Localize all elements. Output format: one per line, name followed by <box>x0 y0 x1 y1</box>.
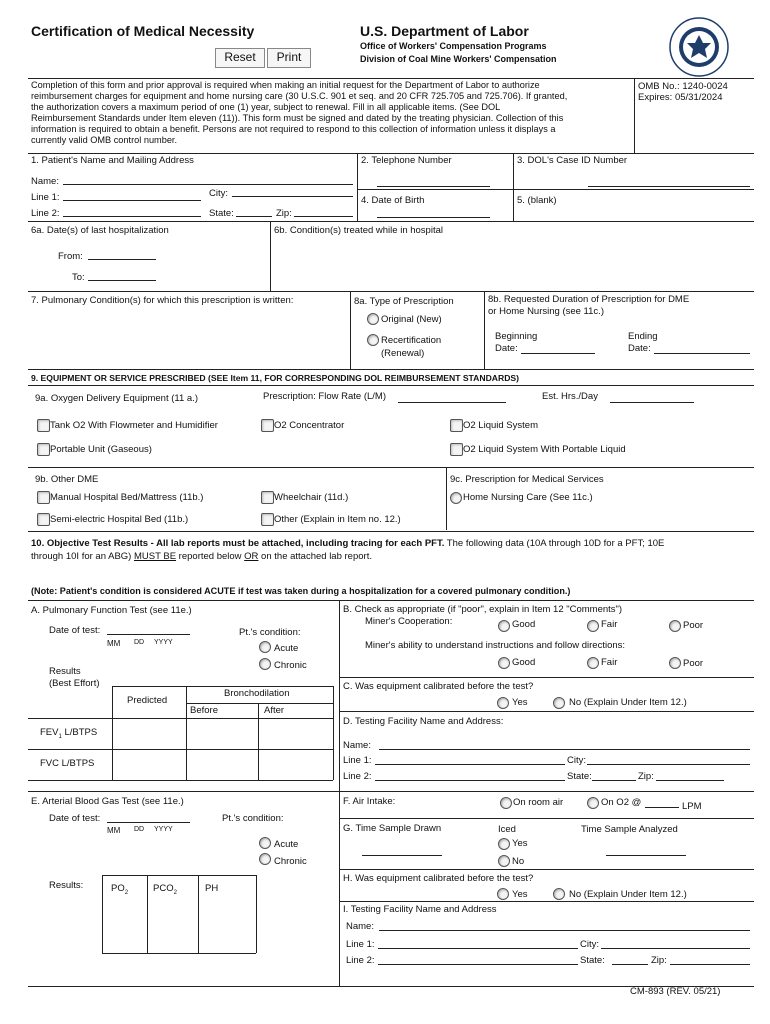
calibrated-h-yes-radio[interactable] <box>497 888 509 900</box>
abg-dd: DD <box>134 826 145 833</box>
telephone-field[interactable] <box>377 186 490 187</box>
facility-d-label: D. Testing Facility Name and Address: <box>343 716 504 727</box>
pft-results-label: Results <box>49 666 81 677</box>
section10-line2 <box>31 551 372 562</box>
facility-i-label: I. Testing Facility Name and Address <box>343 904 497 915</box>
fev-main: FEV <box>40 727 59 738</box>
medical-services-label: 9c. Prescription for Medical Services <box>450 474 604 485</box>
abg-condition-label: Pt.'s condition: <box>222 813 284 824</box>
facility-i-line2-label: Line 2: <box>346 955 375 966</box>
facility-d-state-field[interactable] <box>592 780 636 781</box>
pft-label: A. Pulmonary Function Test (see 11e.) <box>31 605 192 616</box>
calibrated-h-no-label: No (Explain Under Item 12.) <box>569 889 687 900</box>
reset-button[interactable]: Reset <box>215 48 265 68</box>
intro-line: reimbursement charges for equipment and home nursing care (30 U.S.C. 901 et seq. and 20 CFR 725.705 and 725.706). If granted, <box>31 91 568 101</box>
abg-yyyy: YYYY <box>154 826 173 833</box>
original-radio[interactable] <box>367 313 379 325</box>
liquid-system-checkbox[interactable] <box>450 419 463 432</box>
calibrated-h-label: H. Was equipment calibrated before the test? <box>343 873 534 884</box>
facility-i-line2-field[interactable] <box>378 964 578 965</box>
flow-rate-field[interactable] <box>398 402 506 403</box>
fev-row-label <box>40 727 97 740</box>
calibrated-c-no-label: No (Explain Under Item 12.) <box>569 697 687 708</box>
time-drawn-label: G. Time Sample Drawn <box>343 823 442 834</box>
dob-field[interactable] <box>377 217 490 218</box>
patient-label: 1. Patient's Name and Mailing Address <box>31 155 194 166</box>
pft-acute-radio[interactable] <box>259 641 271 653</box>
ability-poor-radio[interactable] <box>669 657 681 669</box>
po2-sub: 2 <box>124 889 129 896</box>
calibrated-c-yes-radio[interactable] <box>497 697 509 709</box>
abg-results-label: Results: <box>49 880 84 891</box>
recert-label: Recertification <box>381 335 442 346</box>
section10-line1 <box>31 538 664 549</box>
facility-d-line1-label: Line 1: <box>343 755 372 766</box>
iced-yes-label: Yes <box>512 838 528 849</box>
form-number: CM-893 (REV. 05/21) <box>630 986 721 997</box>
omb-number: OMB No.: 1240-0024 <box>638 81 728 92</box>
facility-i-line1-label: Line 1: <box>346 939 375 950</box>
po2-main: PO <box>111 883 125 894</box>
wheelchair-checkbox[interactable] <box>261 491 274 504</box>
liquid-portable-checkbox[interactable] <box>450 443 463 456</box>
pft-yyyy: YYYY <box>154 639 173 646</box>
hospital-bed-label: Manual Hospital Bed/Mattress (11b.) <box>50 492 204 503</box>
fvc-row-label: FVC L/BTPS <box>40 758 95 769</box>
hosp-6b-label: 6b. Condition(s) treated while in hospital <box>274 225 443 236</box>
telephone-label: 2. Telephone Number <box>361 155 452 166</box>
section10-or: OR <box>244 551 259 562</box>
calibrated-c-yes-label: Yes <box>512 697 528 708</box>
home-nursing-label: Home Nursing Care (See 11c.) <box>463 492 593 503</box>
ability-good-label: Good <box>512 657 536 668</box>
on-o2-label: On O2 @ <box>601 797 642 808</box>
abg-acute-label: Acute <box>274 839 299 850</box>
case-id-field[interactable] <box>588 186 750 187</box>
facility-i-line1-field[interactable] <box>378 948 578 949</box>
hosp-from-label: From: <box>58 251 83 262</box>
ability-fair-label: Fair <box>601 657 618 668</box>
concentrator-label: O2 Concentrator <box>274 420 345 431</box>
other-label: Other (Explain in Item no. 12.) <box>274 514 401 525</box>
abg-date-field[interactable] <box>107 822 190 823</box>
facility-i-zip-field[interactable] <box>670 964 750 965</box>
pft-date-field[interactable] <box>107 634 190 635</box>
section10-line2a: through 10I for an ABG) <box>31 551 134 562</box>
facility-i-state-field[interactable] <box>612 964 648 965</box>
dob-label: 4. Date of Birth <box>361 195 425 206</box>
pft-best-effort-label: (Best Effort) <box>49 678 100 689</box>
beginning-date-label: Date: <box>495 343 518 354</box>
print-button[interactable]: Print <box>267 48 311 68</box>
liquid-portable-label: O2 Liquid System With Portable Liquid <box>463 444 626 455</box>
on-o2-radio[interactable] <box>587 797 599 809</box>
patient-zip-label: Zip: <box>276 208 292 219</box>
ending-label: Ending <box>628 331 658 342</box>
cooperation-good-radio[interactable] <box>498 620 510 632</box>
po2-header <box>111 883 128 896</box>
iced-no-radio[interactable] <box>498 855 510 867</box>
liquid-system-label: O2 Liquid System <box>463 420 538 431</box>
facility-d-line2-label: Line 2: <box>343 771 372 782</box>
ability-good-radio[interactable] <box>498 657 510 669</box>
hospital-bed-checkbox[interactable] <box>37 491 50 504</box>
section10-line2b: reported below <box>176 551 245 562</box>
room-air-label: On room air <box>513 797 564 808</box>
cooperation-poor-label: Poor <box>683 620 704 631</box>
portable-unit-label: Portable Unit (Gaseous) <box>50 444 152 455</box>
ability-poor-label: Poor <box>683 658 704 669</box>
intro-text <box>31 80 631 146</box>
office-line1: Office of Workers' Compensation Programs <box>360 41 547 51</box>
pft-dd: DD <box>134 639 145 646</box>
patient-line1-label: Line 1: <box>31 192 60 203</box>
facility-d-name-field[interactable] <box>379 749 750 750</box>
intro-line: currently valid OMB control number. <box>31 135 178 145</box>
room-air-radio[interactable] <box>500 797 512 809</box>
est-hrs-label: Est. Hrs./Day <box>542 391 598 402</box>
abg-date-label: Date of test: <box>49 813 101 824</box>
intro-line: the authorization covers a maximum period of one (1) year, subject to renewal. Fill in all applicable items. (See DOL <box>31 102 501 112</box>
abg-chronic-label: Chronic <box>274 856 307 867</box>
bronchodilation-header: Bronchodilation <box>224 688 290 699</box>
time-drawn-field[interactable] <box>362 855 442 856</box>
blank-5-label: 5. (blank) <box>517 195 557 206</box>
facility-i-zip-label: Zip: <box>651 955 667 966</box>
pco2-sub: 2 <box>173 889 177 896</box>
portable-unit-checkbox[interactable] <box>37 443 50 456</box>
ending-date-field[interactable] <box>654 353 750 354</box>
agency-name: U.S. Department of Labor <box>360 23 529 39</box>
calibrated-h-no-radio[interactable] <box>553 888 565 900</box>
intro-line: Reimbursement Standards under Item eleven (11)). This form must be signed and dated by the treating physician. Collection of this <box>31 113 564 123</box>
item7-label: 7. Pulmonary Condition(s) for which this prescription is written: <box>31 295 294 306</box>
pft-date-label: Date of test: <box>49 625 101 636</box>
dol-seal <box>669 17 729 77</box>
recert-label-2: (Renewal) <box>381 348 425 359</box>
abg-mm: MM <box>107 826 121 835</box>
cooperation-poor-radio[interactable] <box>669 620 681 632</box>
pco2-header <box>153 883 177 896</box>
ending-date-label: Date: <box>628 343 651 354</box>
pft-acute-label: Acute <box>274 643 299 654</box>
concentrator-checkbox[interactable] <box>261 419 274 432</box>
facility-i-city-label: City: <box>580 939 599 950</box>
on-o2-field[interactable] <box>645 807 679 808</box>
tank-o2-label: Tank O2 With Flowmeter and Humidifier <box>50 420 218 431</box>
other-checkbox[interactable] <box>261 513 274 526</box>
omb-expires: Expires: 05/31/2024 <box>638 92 723 103</box>
abg-label: E. Arterial Blood Gas Test (see 11e.) <box>31 796 184 807</box>
cooperation-label: Miner's Cooperation: <box>365 616 453 627</box>
patient-state-field[interactable] <box>236 216 272 217</box>
intro-line: information is required to obtain a benefit. Persons are not required to respond to this collection of information unless it displays a <box>31 124 556 134</box>
hosp-to-label: To: <box>72 272 85 283</box>
patient-city-label: City: <box>209 188 228 199</box>
tank-o2-checkbox[interactable] <box>37 419 50 432</box>
ph-header: PH <box>205 883 219 894</box>
semi-bed-label: Semi-electric Hospital Bed (11b.) <box>50 514 189 525</box>
section9-header: 9. EQUIPMENT OR SERVICE PRESCRIBED (SEE Item 11, FOR CORRESPONDING DOL REIMBURSEMENT STANDARDS) <box>31 373 520 383</box>
item8b-label: 8b. Requested Duration of Prescription for DME <box>488 294 690 305</box>
case-id-label: 3. DOL's Case ID Number <box>517 155 628 166</box>
calibrated-c-label: C. Was equipment calibrated before the test? <box>343 681 534 692</box>
time-analyzed-label: Time Sample Analyzed <box>581 824 678 835</box>
calibrated-h-yes-label: Yes <box>512 889 528 900</box>
time-analyzed-field[interactable] <box>606 855 686 856</box>
cooperation-fair-label: Fair <box>601 619 618 630</box>
patient-name-label: Name: <box>31 176 59 187</box>
cooperation-fair-radio[interactable] <box>587 620 599 632</box>
facility-d-state-label: State: <box>567 771 592 782</box>
cooperation-good-label: Good <box>512 619 536 630</box>
fev-rest: L/BTPS <box>61 727 98 738</box>
facility-d-zip-label: Zip: <box>638 771 654 782</box>
pft-mm: MM <box>107 639 121 648</box>
facility-i-name-label: Name: <box>346 921 374 932</box>
other-dme-label: 9b. Other DME <box>35 474 99 485</box>
iced-yes-radio[interactable] <box>498 838 510 850</box>
beginning-date-field[interactable] <box>521 353 595 354</box>
hosp-from-field[interactable] <box>88 259 156 260</box>
fev-sub: 1 <box>58 733 62 740</box>
recert-radio[interactable] <box>367 334 379 346</box>
facility-i-city-field[interactable] <box>601 948 750 949</box>
wheelchair-label: Wheelchair (11d.) <box>274 492 349 503</box>
pft-chronic-radio[interactable] <box>259 658 271 670</box>
office-line2: Division of Coal Mine Workers' Compensation <box>360 54 557 64</box>
pft-condition-label: Pt.'s condition: <box>239 627 301 638</box>
patient-city-field[interactable] <box>232 196 353 197</box>
item8a-label: 8a. Type of Prescription <box>354 296 454 307</box>
air-intake-label: F. Air Intake: <box>343 796 396 807</box>
item8b-label-2: or Home Nursing (see 11c.) <box>488 306 604 317</box>
abg-acute-radio[interactable] <box>259 837 271 849</box>
calibrated-c-no-radio[interactable] <box>553 697 565 709</box>
hosp-6a-label: 6a. Date(s) of last hospitalization <box>31 225 169 236</box>
facility-d-city-label: City: <box>567 755 586 766</box>
semi-bed-checkbox[interactable] <box>37 513 50 526</box>
hosp-to-field[interactable] <box>88 280 156 281</box>
patient-line1-field[interactable] <box>63 200 201 201</box>
patient-zip-field[interactable] <box>294 216 353 217</box>
facility-d-name-label: Name: <box>343 740 371 751</box>
iced-no-label: No <box>512 856 525 867</box>
predicted-header: Predicted <box>127 695 168 706</box>
original-label: Original (New) <box>381 314 442 325</box>
oxygen-label: 9a. Oxygen Delivery Equipment (11 a.) <box>35 393 198 404</box>
before-header: Before <box>190 705 218 716</box>
patient-line2-field[interactable] <box>63 216 201 217</box>
home-nursing-radio[interactable] <box>450 492 462 504</box>
section10-must-be: MUST BE <box>133 551 177 562</box>
facility-i-name-field[interactable] <box>379 930 750 931</box>
acute-note: (Note: Patient's condition is considered ACUTE if test was taken during a hospitalization for a covered pulmonary condition.) <box>31 586 571 596</box>
section10-bold: 10. Objective Test Results - All lab reports must be attached, including tracing for each PFT. <box>31 538 445 549</box>
check-label: B. Check as appropriate (if "poor", explain in Item 12 "Comments") <box>343 604 623 615</box>
section10-rest: The following data (10A through 10D for a PFT; 10E <box>444 538 665 549</box>
flow-rate-label: Prescription: Flow Rate (L/M) <box>263 391 387 402</box>
facility-d-line1-field[interactable] <box>375 764 565 765</box>
patient-line2-label: Line 2: <box>31 208 60 219</box>
ability-label: Miner's ability to understand instructions and follow directions: <box>365 640 626 651</box>
after-header: After <box>264 705 285 716</box>
iced-label: Iced <box>498 824 516 835</box>
lpm-label: LPM <box>682 801 702 812</box>
beginning-label: Beginning <box>495 331 538 342</box>
intro-line: Completion of this form and prior approval is required when making an initial request for the Department of Labor to authorize <box>31 80 540 90</box>
pft-chronic-label: Chronic <box>274 660 307 671</box>
abg-chronic-radio[interactable] <box>259 853 271 865</box>
section10-line2c: on the attached lab report. <box>258 551 372 562</box>
est-hrs-field[interactable] <box>610 402 694 403</box>
pco2-main: PCO <box>153 883 174 894</box>
facility-d-city-field[interactable] <box>587 764 750 765</box>
form-title: Certification of Medical Necessity <box>31 23 255 39</box>
facility-d-line2-field[interactable] <box>375 780 565 781</box>
facility-i-state-label: State: <box>580 955 605 966</box>
facility-d-zip-field[interactable] <box>656 780 724 781</box>
patient-state-label: State: <box>209 208 234 219</box>
patient-name-field[interactable] <box>63 184 353 185</box>
ability-fair-radio[interactable] <box>587 657 599 669</box>
